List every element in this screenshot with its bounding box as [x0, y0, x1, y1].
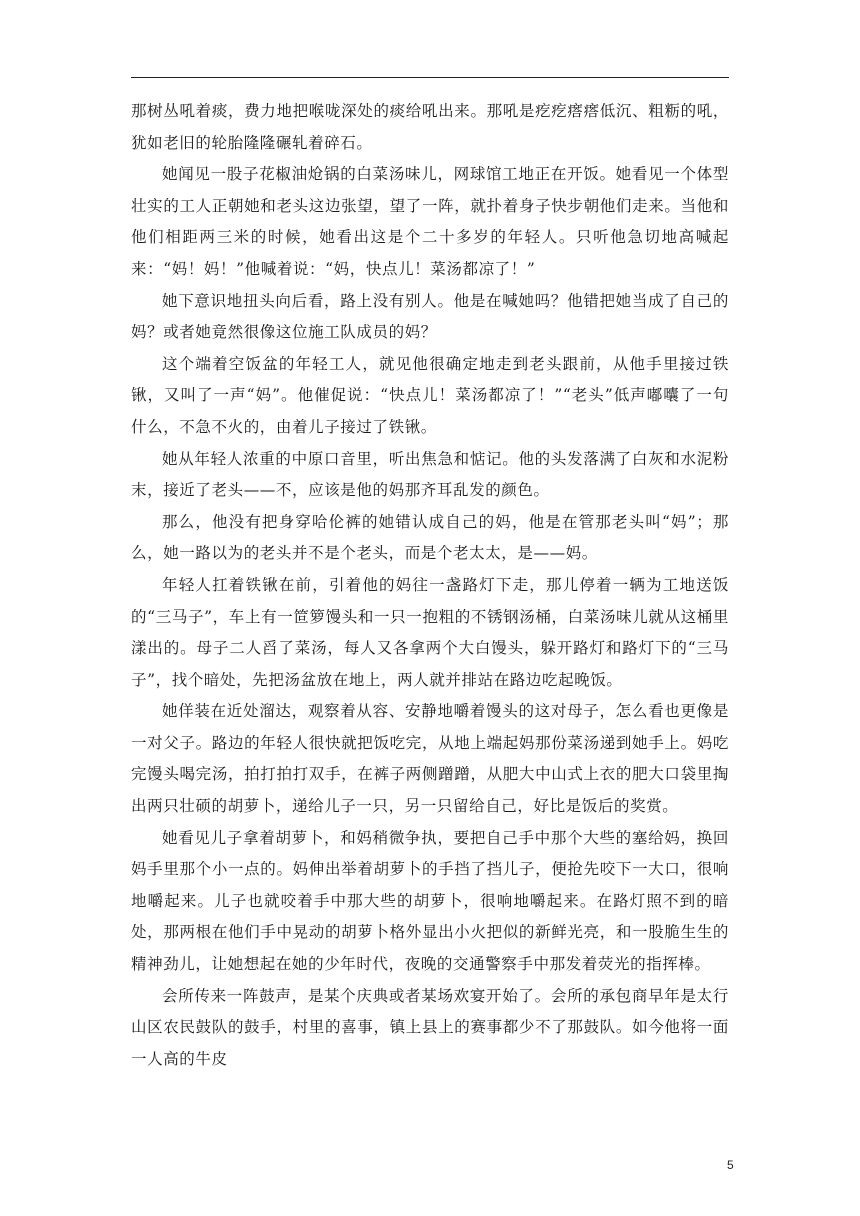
- paragraph: 会所传来一阵鼓声，是某个庆典或者某场欢宴开始了。会所的承包商早年是太行山区农民鼓队的鼓手，村里的喜事，镇上县上的赛事都少不了那鼓队。如今他将一面一人高的牛皮: [131, 986, 729, 1068]
- paragraph: 她下意识地扭头向后看，路上没有别人。他是在喊她吗？他错把她当成了自己的妈？或者她竟然很像这位施工队成员的妈？: [131, 291, 729, 342]
- paragraph: 这个端着空饭盆的年轻工人，就见他很确定地走到老头跟前，从他手里接过铁锹，又叫了一声“妈”。他催促说：“快点儿！菜汤都凉了！”“老头”低声嘟囔了一句什么，不急不火的，由着儿子接过了铁锹。: [131, 354, 729, 436]
- paragraph: 她从年轻人浓重的中原口音里，听出焦急和惦记。他的头发落满了白灰和水泥粉末，接近了老头——不，应该是他的妈那齐耳乱发的颜色。: [131, 449, 729, 500]
- paragraph: 那树丛吼着痰，费力地把喉咙深处的痰给吼出来。那吼是疙疙瘩瘩低沉、粗粝的吼，犹如老旧的轮胎隆隆碾轧着碎石。: [131, 102, 729, 152]
- paragraph: 她闻见一股子花椒油炝锅的白菜汤味儿，网球馆工地正在开饭。她看见一个体型壮实的工人正朝她和老头这边张望，望了一阵，就扑着身子快步朝他们走来。当他和他们相距两三米的时候，她看出这是个二十多岁的年轻人。只听他急切地高喊起来：“妈！妈！”他喊着说：“妈，快点儿！菜汤都凉了！”: [131, 165, 729, 278]
- page-number: 5: [727, 1158, 734, 1172]
- paragraph: 她佯装在近处溜达，观察着从容、安静地嚼着馒头的这对母子，怎么看也更像是一对父子。路边的年轻人很快就把饭吃完，从地上端起妈那份菜汤递到她手上。妈吃完馒头喝完汤，拍打拍打双手，在裤子两侧蹭蹭，从肥大中山式上衣的肥大口袋里掏出两只壮硕的胡萝卜，递给儿子一只，另一只留给自己，好比是饭后的奖赏。: [131, 702, 729, 816]
- paragraph: 年轻人扛着铁锹在前，引着他的妈往一盏路灯下走，那儿停着一辆为工地送饭的“三马子”，车上有一笸箩馒头和一只一抱粗的不锈钢汤桶，白菜汤味儿就从这桶里漾出的。母子二人舀了菜汤，每人又各拿两个大白馒头，躲开路灯和路灯下的“三马子”，找个暗处，先把汤盆放在地上，两人就并排站在路边吃起晚饭。: [131, 575, 729, 689]
- paragraph: 她看见儿子拿着胡萝卜，和妈稍微争执，要把自己手中那个大些的塞给妈，换回妈手里那个小一点的。妈伸出举着胡萝卜的手挡了挡儿子，便抢先咬下一大口，很响地嚼起来。儿子也就咬着手中那大些的胡萝卜，很响地嚼起来。在路灯照不到的暗处，那两根在他们手中晃动的胡萝卜格外显出小火把似的新鲜光亮，和一股脆生生的精神劲儿，让她想起在她的少年时代，夜晚的交通警察手中那发着荧光的指挥棒。: [131, 828, 729, 974]
- paragraph: 那么，他没有把身穿哈伦裤的她错认成自己的妈，他是在管那老头叫“妈”；那么，她一路以为的老头并不是个老头，而是个老太太，是——妈。: [131, 512, 729, 563]
- body-text: [131, 96, 729, 1075]
- header-rule: [131, 77, 729, 78]
